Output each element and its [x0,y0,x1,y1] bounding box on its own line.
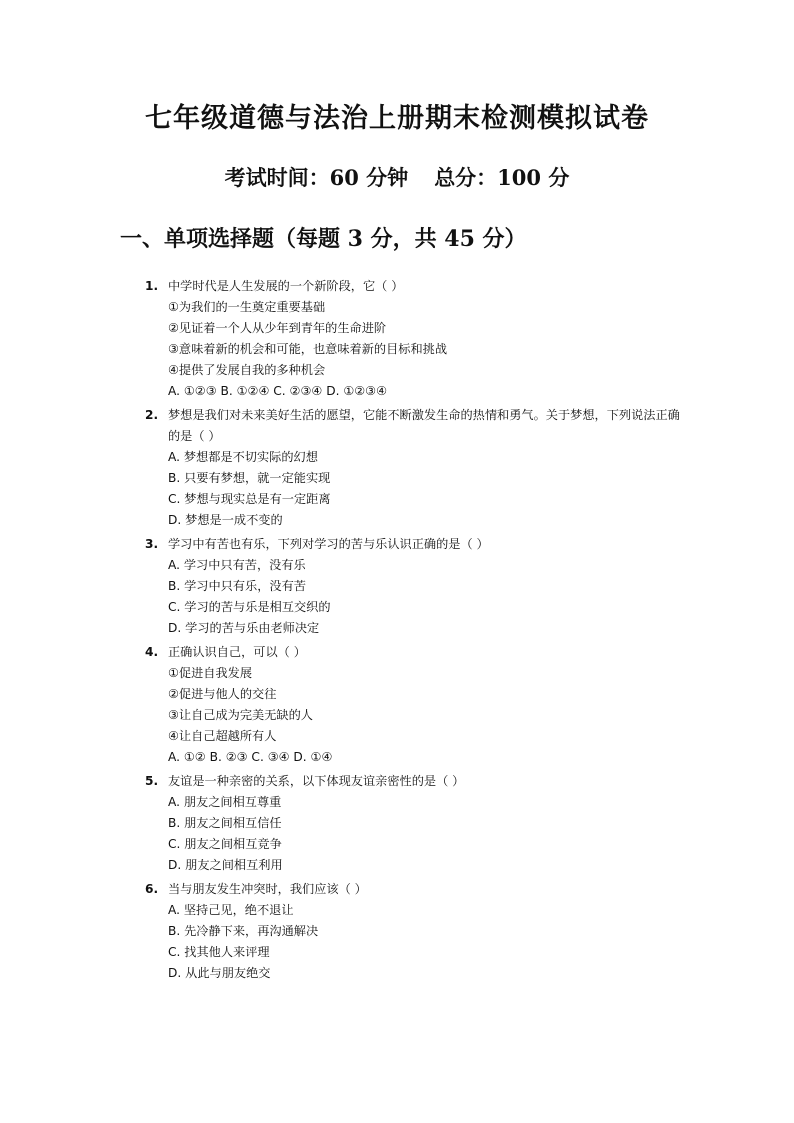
option: B. 只要有梦想，就一定能实现 [168,471,331,485]
option: ②促进与他人的交往 [168,687,277,701]
option: C. 找其他人来评理 [168,945,270,959]
option: C. 梦想与现实总是有一定距离 [168,492,331,506]
option: D. 梦想是一成不变的 [168,513,283,527]
option: A. 坚持己见，绝不退让 [168,903,294,917]
option: B. 朋友之间相互信任 [168,816,282,830]
option: A. 学习中只有苦，没有乐 [168,558,306,572]
question-1 [145,276,685,402]
option: D. 朋友之间相互利用 [168,858,283,872]
question-stem: 中学时代是人生发展的一个新阶段，它（ ） [168,279,404,293]
exam-total-score: 总分：100 分 [434,165,570,190]
question-6 [145,879,685,984]
question-stem: 梦想是我们对未来美好生活的愿望，它能不断激发生命的热情和勇气。关于梦想，下列说法正确的是（ ） [168,408,680,443]
option: A. 梦想都是不切实际的幻想 [168,450,318,464]
option: ②见证着一个人从少年到青年的生命进阶 [168,321,387,335]
question-number: 1. [145,279,159,293]
question-stem: 学习中有苦也有乐，下列对学习的苦与乐认识正确的是（ ） [168,537,489,551]
question-stem: 当与朋友发生冲突时，我们应该（ ） [168,882,367,896]
question-number: 6. [145,882,159,896]
question-2 [145,405,685,531]
question-number: 2. [145,408,159,422]
question-stem: 正确认识自己，可以（ ） [168,645,306,659]
question-3 [145,534,685,639]
exam-title: 七年级道德与法治上册期末检测模拟试卷 [145,103,649,134]
option: ③意味着新的机会和可能，也意味着新的目标和挑战 [168,342,448,356]
option: D. 从此与朋友绝交 [168,966,271,980]
section-heading: 一、单项选择题（每题 3 分，共 45 分） [120,226,527,252]
question-list [145,276,685,987]
option: ①为我们的一生奠定重要基础 [168,300,326,314]
option: ④让自己超越所有人 [168,729,277,743]
option: B. 学习中只有乐，没有苦 [168,579,306,593]
answer-choices: A. ①②③ B. ①②④ C. ②③④ D. ①②③④ [168,384,388,398]
question-5 [145,771,685,876]
option: C. 学习的苦与乐是相互交织的 [168,600,331,614]
option: ③让自己成为完美无缺的人 [168,708,313,722]
option: ①促进自我发展 [168,666,253,680]
option: C. 朋友之间相互竞争 [168,837,282,851]
question-number: 3. [145,537,159,551]
option: D. 学习的苦与乐由老师决定 [168,621,320,635]
question-number: 4. [145,645,159,659]
question-number: 5. [145,774,159,788]
exam-time: 考试时间：60 分钟 [224,165,409,190]
question-stem: 友谊是一种亲密的关系，以下体现友谊亲密性的是（ ） [168,774,465,788]
exam-meta [0,162,794,192]
option: A. 朋友之间相互尊重 [168,795,282,809]
question-4 [145,642,685,768]
option: ④提供了发展自我的多种机会 [168,363,326,377]
answer-choices: A. ①② B. ②③ C. ③④ D. ①④ [168,750,333,764]
option: B. 先冷静下来，再沟通解决 [168,924,319,938]
